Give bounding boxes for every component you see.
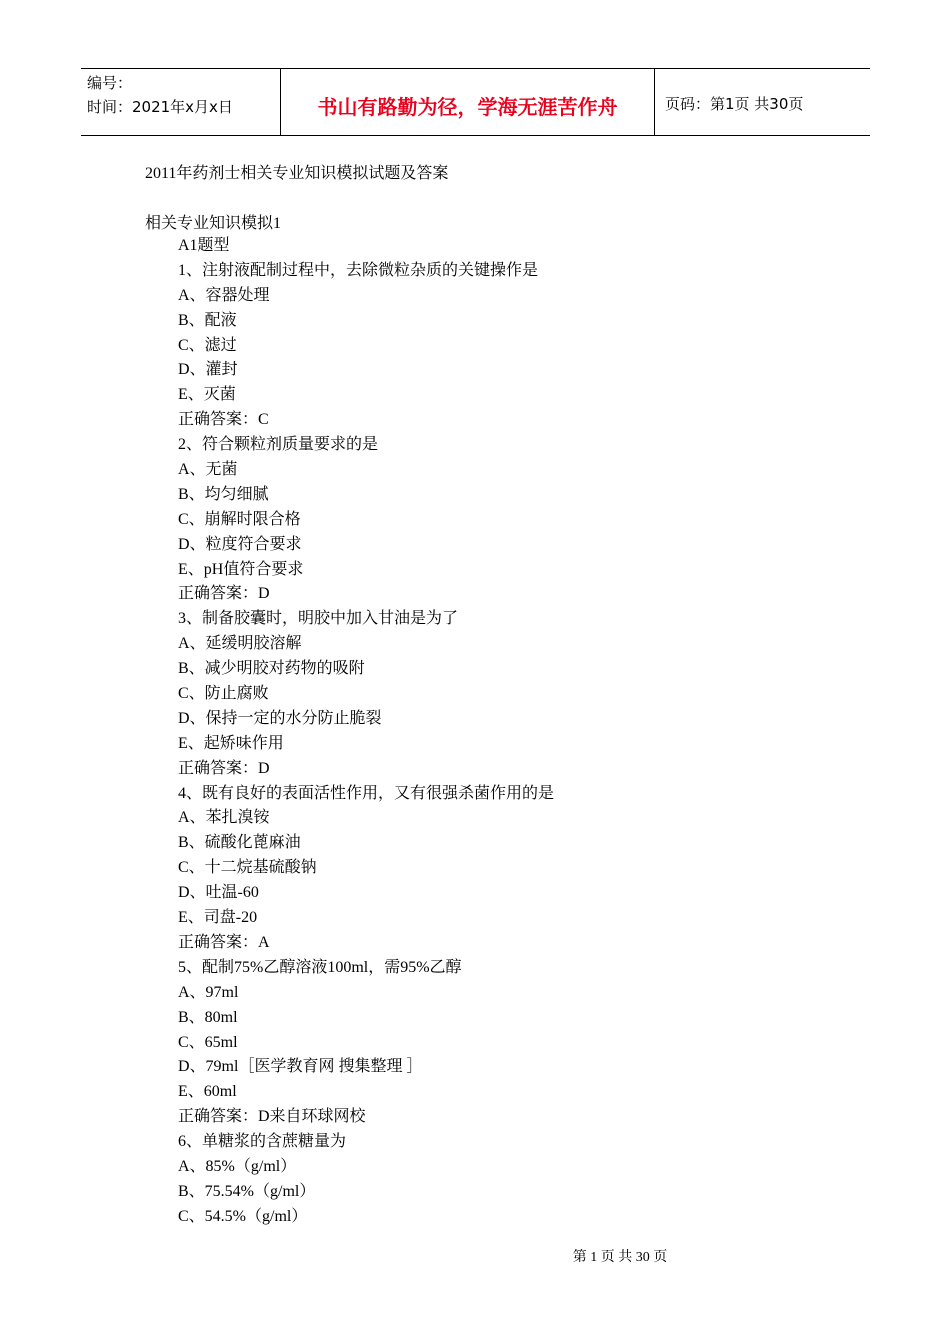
text-line: A、无菌 bbox=[178, 461, 238, 479]
header-motto: 书山有路勤为径，学海无涯苦作舟 bbox=[281, 69, 655, 135]
text-line: D、粒度符合要求 bbox=[178, 535, 302, 553]
text-line: E、司盘-20 bbox=[178, 909, 258, 927]
text-line: 正确答案：C bbox=[178, 411, 269, 429]
text-line: D、灌封 bbox=[178, 361, 238, 379]
text-line: 4、既有良好的表面活性作用，又有很强杀菌作用的是 bbox=[178, 784, 555, 802]
page-header bbox=[81, 68, 870, 136]
header-number-label: 编号： bbox=[87, 74, 133, 92]
text-line: E、起矫味作用 bbox=[178, 734, 284, 752]
text-line: A、苯扎溴铵 bbox=[178, 809, 270, 827]
text-line: 正确答案：D bbox=[178, 759, 270, 777]
text-line: B、减少明胶对药物的吸附 bbox=[178, 660, 365, 678]
text-line: A、85%（g/ml） bbox=[178, 1157, 297, 1175]
text-line: A、容器处理 bbox=[178, 286, 270, 304]
text-line: E、60ml bbox=[178, 1083, 237, 1101]
header-time-label: 时间：2021年x月x日 bbox=[87, 98, 233, 116]
text-line: D、吐温-60 bbox=[178, 884, 259, 902]
text-line: 1、注射液配制过程中，去除微粒杂质的关键操作是 bbox=[178, 261, 539, 279]
text-line: C、十二烷基硫酸钠 bbox=[178, 859, 317, 877]
page-footer: 第 1 页 共 30 页 bbox=[572, 1250, 668, 1265]
text-line: D、保持一定的水分防止脆裂 bbox=[178, 709, 382, 727]
text-line: 正确答案：A bbox=[178, 933, 270, 951]
text-line: C、滤过 bbox=[178, 336, 237, 354]
document-title: 2011年药剂士相关专业知识模拟试题及答案 bbox=[145, 165, 449, 182]
text-line: 6、单糖浆的含蔗糖量为 bbox=[178, 1133, 347, 1151]
text-line: B、均匀细腻 bbox=[178, 485, 269, 503]
text-line: B、配液 bbox=[178, 311, 237, 329]
text-line: C、防止腐败 bbox=[178, 685, 269, 703]
text-line: C、54.5%（g/ml） bbox=[178, 1207, 308, 1225]
text-line: B、75.54%（g/ml） bbox=[178, 1182, 316, 1200]
text-line: E、pH值符合要求 bbox=[178, 560, 304, 578]
text-line: A1题型 bbox=[178, 237, 230, 254]
text-line: 正确答案：D bbox=[178, 585, 270, 603]
text-line: 5、配制75%乙醇溶液100ml，需95%乙醇 bbox=[178, 958, 462, 976]
text-line: 正确答案：D来自环球网校 bbox=[178, 1108, 366, 1126]
text-line: 3、制备胶囊时，明胶中加入甘油是为了 bbox=[178, 610, 459, 628]
text-line: B、80ml bbox=[178, 1008, 238, 1026]
text-line: E、灭菌 bbox=[178, 386, 236, 404]
section-heading: 相关专业知识模拟1 bbox=[145, 215, 282, 232]
question-list bbox=[178, 234, 554, 1230]
header-meta bbox=[81, 69, 281, 135]
text-line: B、硫酸化蓖麻油 bbox=[178, 834, 301, 852]
text-line: C、崩解时限合格 bbox=[178, 510, 301, 528]
text-line: A、97ml bbox=[178, 983, 239, 1001]
header-page-info: 页码：第1页 共30页 bbox=[665, 94, 804, 113]
text-line: C、65ml bbox=[178, 1033, 238, 1051]
text-line: A、延缓明胶溶解 bbox=[178, 635, 302, 653]
text-line: 2、符合颗粒剂质量要求的是 bbox=[178, 436, 379, 454]
text-line: D、79ml［医学教育网 搜集整理 ］ bbox=[178, 1058, 423, 1076]
